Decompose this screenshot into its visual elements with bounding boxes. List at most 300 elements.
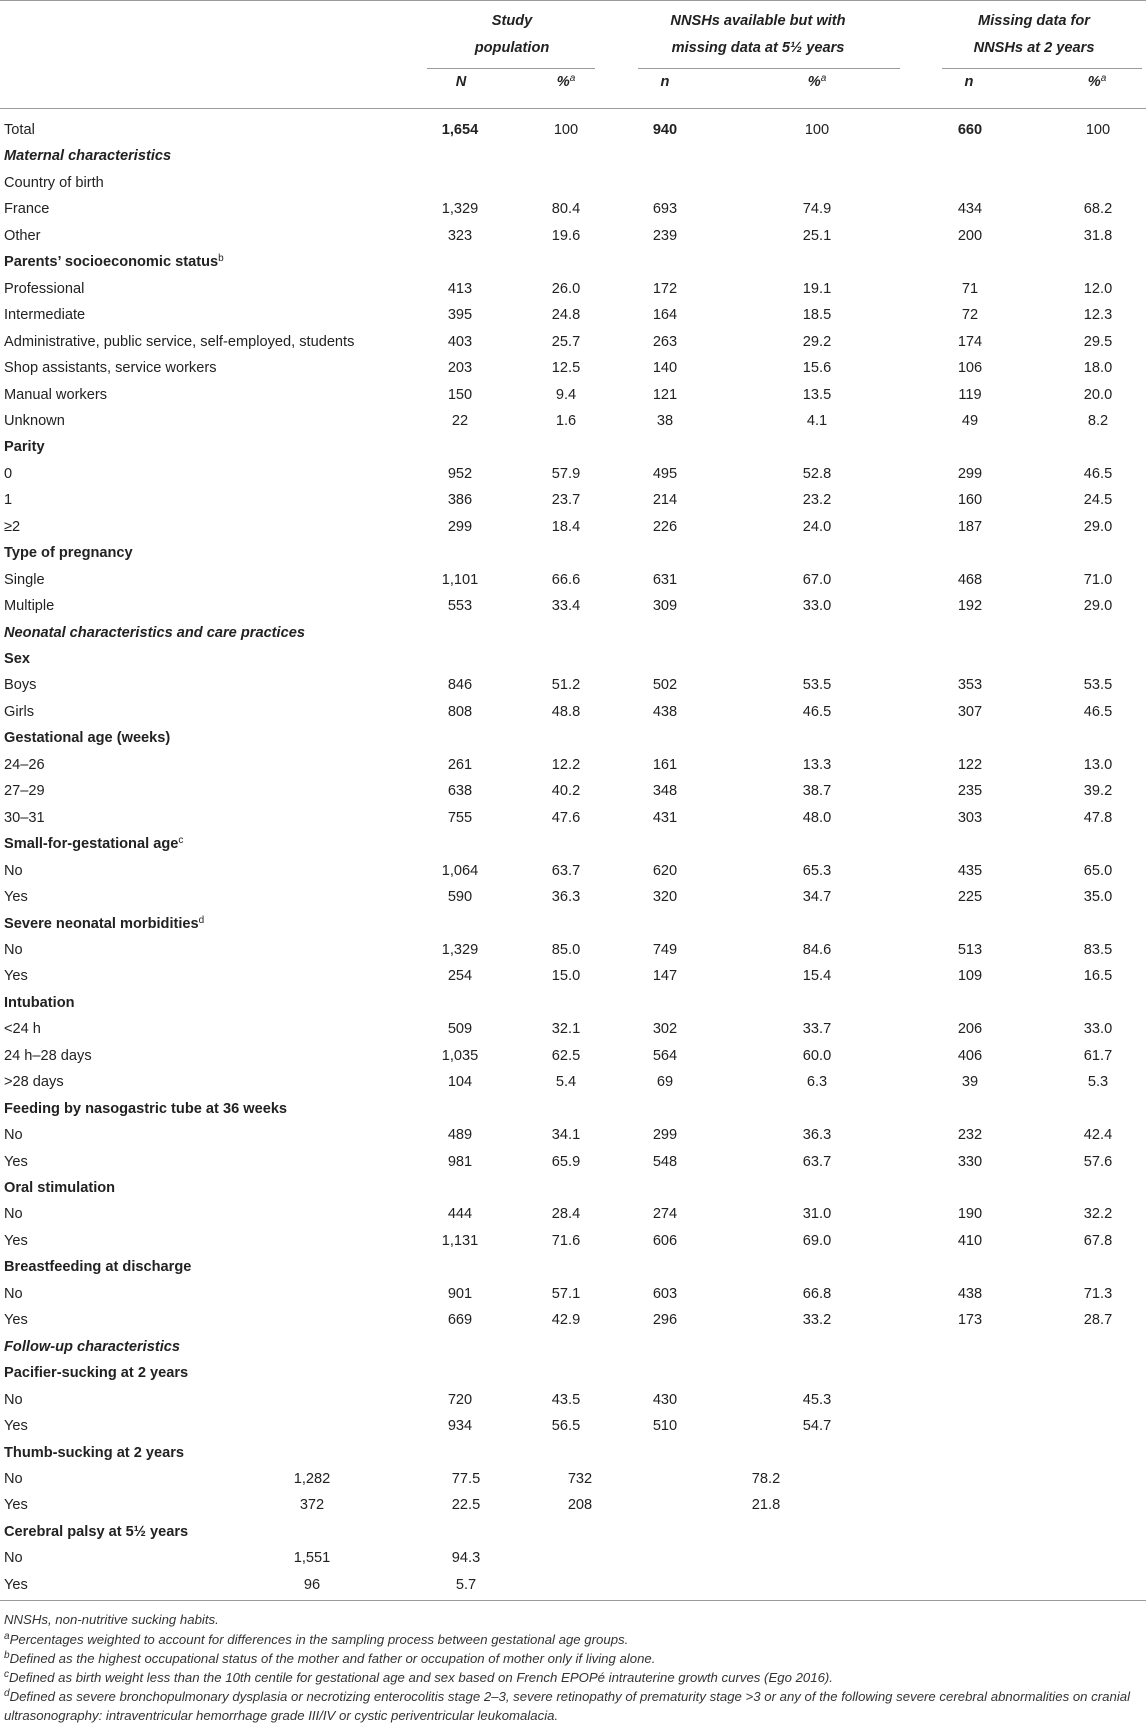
row-label: [4, 226, 41, 246]
table-cell: 29.0: [1083, 598, 1113, 615]
table-cell: 190: [957, 1206, 983, 1223]
row-label-text: France: [4, 201, 50, 218]
footnote-mark: c: [178, 835, 184, 847]
header-line: Missing data for: [978, 13, 1090, 29]
table-cell: 1,282: [293, 1470, 331, 1487]
row-label-text: Yes: [4, 1497, 28, 1514]
table-cell: 51.2: [551, 677, 581, 694]
table-cell: 808: [447, 703, 473, 720]
table-cell: 12.2: [551, 756, 581, 773]
row-label-text: >28 days: [4, 1074, 64, 1091]
table-cell: 1,035: [441, 1047, 479, 1064]
table-cell: 18.4: [551, 518, 581, 535]
table-cell: 74.9: [802, 201, 832, 218]
table-cell: 85.0: [551, 941, 581, 958]
table-cell: 307: [957, 703, 983, 720]
header-line: Study: [491, 13, 533, 29]
table-cell: 254: [447, 968, 473, 985]
variable-heading: [4, 252, 224, 272]
table-cell: 981: [447, 1153, 473, 1170]
table-cell: 71.0: [1083, 571, 1113, 588]
table-cell: 80.4: [551, 201, 581, 218]
table-cell: 69: [656, 1074, 674, 1091]
table-cell: 225: [957, 889, 983, 906]
row-label-text: 24–26: [4, 756, 45, 773]
table-cell: 65.9: [551, 1153, 581, 1170]
table-cell: 45.3: [802, 1391, 832, 1408]
table-cell: 57.9: [551, 465, 581, 482]
table-top-rule: [0, 0, 1146, 1]
table-cell: 13.0: [1083, 756, 1113, 773]
footnote: [4, 1610, 1134, 1629]
table-cell: 72: [961, 307, 979, 324]
table-cell: 846: [447, 677, 473, 694]
header-line: population: [474, 40, 550, 56]
table-cell: 46.5: [802, 703, 832, 720]
table-cell: 510: [652, 1418, 678, 1435]
table-cell: 32.1: [551, 1021, 581, 1038]
table-cell: 603: [652, 1285, 678, 1302]
row-label-text: 0: [4, 465, 13, 482]
section-heading: [4, 1337, 180, 1357]
table-cell: 173: [957, 1312, 983, 1329]
table-cell: 33.7: [802, 1021, 832, 1038]
table-cell: 47.6: [551, 809, 581, 826]
footnote-mark: c: [4, 1669, 9, 1680]
row-label: [4, 781, 45, 801]
row-label-text: No: [4, 1550, 23, 1567]
table-cell: 109: [957, 968, 983, 985]
subheader-n-study: N: [455, 74, 467, 90]
table-cell: 49: [961, 412, 979, 429]
table-cell: 631: [652, 571, 678, 588]
row-label-text: 30–31: [4, 809, 45, 826]
table-cell: 901: [447, 1285, 473, 1302]
table-cell: 34.7: [802, 889, 832, 906]
table-cell: 100: [1085, 122, 1111, 138]
table-cell: 235: [957, 783, 983, 800]
row-label: [4, 1548, 23, 1568]
row-label-text: ≥2: [4, 518, 21, 535]
table-cell: 239: [652, 227, 678, 244]
footnote-text: Defined as birth weight less than the 10th centile for gestational age and sex based on French EPOPé intrauterine growth curves (Ego 2016).: [9, 1670, 833, 1685]
table-cell: 320: [652, 889, 678, 906]
table-cell: 19.1: [802, 280, 832, 297]
table-cell: 84.6: [802, 941, 832, 958]
table-cell: 13.3: [802, 756, 832, 773]
table-cell: 9.4: [555, 386, 577, 403]
table-cell: 1,654: [441, 122, 479, 138]
table-cell: 140: [652, 360, 678, 377]
row-label-text: Follow-up characteristics: [4, 1338, 180, 1355]
table-cell: 12.3: [1083, 307, 1113, 324]
table-cell: 160: [957, 492, 983, 509]
table-cell: 33.4: [551, 598, 581, 615]
table-cell: 435: [957, 862, 983, 879]
table-cell: 23.2: [802, 492, 832, 509]
table-cell: 548: [652, 1153, 678, 1170]
table-cell: 57.1: [551, 1285, 581, 1302]
row-label-text: Intubation: [4, 994, 75, 1011]
subheader-n-missing5: n: [660, 74, 670, 90]
table-cell: 18.0: [1083, 360, 1113, 377]
table-cell: 206: [957, 1021, 983, 1038]
table-cell: 564: [652, 1047, 678, 1064]
variable-heading: [4, 1178, 115, 1198]
table-cell: 53.5: [802, 677, 832, 694]
footnote: [4, 1649, 1134, 1668]
table-cell: 403: [447, 333, 473, 350]
table-cell: 732: [567, 1470, 593, 1487]
footnote-text: Defined as severe bronchopulmonary dysplasia or necrotizing enterocolitis stage 2–3, severe retinopathy of prematurity stage >3 or any of the following severe cerebral abnormalities on cranial ultrasonography: intraventricular hemorrhage grade III/IV or cystic periventricular leukomalacia.: [4, 1689, 1131, 1723]
table-cell: 1,551: [293, 1550, 331, 1567]
footnote: [4, 1668, 1134, 1687]
row-label-text: Yes: [4, 1312, 28, 1329]
table-cell: 5.4: [555, 1074, 577, 1091]
table-cell: 67.8: [1083, 1232, 1113, 1249]
table-cell: 150: [447, 386, 473, 403]
table-cell: 495: [652, 465, 678, 482]
table-cell: 693: [652, 201, 678, 218]
table-cell: 25.1: [802, 227, 832, 244]
table-cell: 94.3: [451, 1550, 481, 1567]
row-label-text: Oral stimulation: [4, 1180, 116, 1196]
table-cell: 33.0: [802, 598, 832, 615]
table-cell: 940: [652, 122, 678, 138]
row-label: [4, 490, 12, 510]
table-cell: 28.4: [551, 1206, 581, 1223]
table-cell: 29.5: [1083, 333, 1113, 350]
table-cell: 5.7: [455, 1576, 477, 1593]
row-label: [4, 173, 104, 193]
header-underline: [638, 68, 900, 69]
table-cell: 174: [957, 333, 983, 350]
row-label-text: No: [4, 1285, 23, 1302]
header-line: NNSHs at 2 years: [973, 40, 1095, 56]
row-label: [4, 1231, 28, 1251]
table-cell: 56.5: [551, 1418, 581, 1435]
footnote-mark: a: [4, 1631, 10, 1642]
variable-heading: [4, 543, 133, 563]
header-line: NNSHs available but with: [670, 13, 846, 29]
table-cell: 161: [652, 756, 678, 773]
table-cell: 1,064: [441, 862, 479, 879]
subheader-pct-study: %$^a$: [556, 73, 576, 90]
row-label-text: Administrative, public service, self-employed, students: [4, 333, 355, 350]
table-cell: 63.7: [802, 1153, 832, 1170]
table-cell: 100: [553, 122, 579, 138]
row-label-text: Professional: [4, 280, 85, 297]
row-label-text: 1: [4, 492, 13, 509]
table-cell: 749: [652, 941, 678, 958]
table-cell: 1,131: [441, 1232, 479, 1249]
table-cell: 106: [957, 360, 983, 377]
row-label-text: Cerebral palsy at 5½ years: [4, 1523, 189, 1540]
row-label-text: Country of birth: [4, 174, 104, 191]
row-label-text: Maternal characteristics: [4, 148, 172, 165]
table-cell: 31.0: [802, 1206, 832, 1223]
table-cell: 406: [957, 1047, 983, 1064]
row-label-text: Total: [4, 122, 35, 138]
row-label: [4, 940, 23, 960]
row-label: [4, 1469, 23, 1489]
row-label: [4, 1390, 23, 1410]
variable-heading: [4, 437, 45, 457]
table-cell: 934: [447, 1418, 473, 1435]
table-cell: 24.5: [1083, 492, 1113, 509]
table-cell: 263: [652, 333, 678, 350]
variable-heading: [4, 649, 30, 669]
row-label-text: Sex: [4, 651, 30, 667]
footnote-text: Percentages weighted to account for differences in the sampling process between gestational age groups.: [9, 1632, 629, 1647]
table-cell: 31.8: [1083, 227, 1113, 244]
table-cell: 39.2: [1083, 783, 1113, 800]
row-label: [4, 1416, 28, 1436]
table-cell: 65.3: [802, 862, 832, 879]
table-cell: 19.6: [551, 227, 581, 244]
table-cell: 29.2: [802, 333, 832, 350]
row-label-text: Yes: [4, 968, 28, 985]
table-cell: 63.7: [551, 862, 581, 879]
table-cell: 65.0: [1083, 862, 1113, 879]
table-cell: 669: [447, 1312, 473, 1329]
row-label-text: Thumb-sucking at 2 years: [4, 1444, 185, 1461]
row-label-text: Yes: [4, 1153, 28, 1170]
table-cell: 638: [447, 783, 473, 800]
row-label: [4, 596, 54, 616]
row-label: [4, 570, 45, 590]
variable-heading: [4, 1099, 287, 1119]
variable-heading: [4, 1363, 188, 1383]
row-label: [4, 120, 35, 140]
table-cell: 468: [957, 571, 983, 588]
table-cell: 330: [957, 1153, 983, 1170]
row-label-text: Multiple: [4, 598, 55, 615]
table-bottom-rule: [0, 1600, 1146, 1601]
row-label: [4, 1575, 28, 1595]
row-label: [4, 199, 49, 219]
row-label-text: No: [4, 941, 23, 958]
table-cell: 6.3: [806, 1074, 828, 1091]
row-label-text: Parents’ socioeconomic status: [4, 254, 219, 271]
row-label: [4, 385, 107, 405]
row-label: [4, 755, 45, 775]
table-cell: 299: [652, 1127, 678, 1144]
table-cell: 24.0: [802, 518, 832, 535]
row-label: [4, 358, 217, 378]
table-cell: 38.7: [802, 783, 832, 800]
table-cell: 226: [652, 518, 678, 535]
row-label-text: Boys: [4, 677, 37, 694]
row-label-text: No: [4, 1470, 23, 1487]
row-label-text: Pacifier-sucking at 2 years: [4, 1365, 189, 1382]
table-cell: 33.0: [1083, 1021, 1113, 1038]
subheader-n-missing2: n: [964, 74, 974, 90]
table-cell: 26.0: [551, 280, 581, 297]
table-cell: 296: [652, 1312, 678, 1329]
row-label: [4, 702, 34, 722]
table-cell: 48.0: [802, 809, 832, 826]
table-cell: 299: [447, 518, 473, 535]
variable-heading: [4, 993, 75, 1013]
variable-heading: [4, 1443, 184, 1463]
row-label: [4, 1046, 92, 1066]
table-cell: 299: [957, 465, 983, 482]
table-cell: 348: [652, 783, 678, 800]
table-cell: 60.0: [802, 1047, 832, 1064]
table-cell: 36.3: [551, 889, 581, 906]
row-label: [4, 279, 84, 299]
table-cell: 232: [957, 1127, 983, 1144]
table-cell: 431: [652, 809, 678, 826]
subheader-pct-missing5: %$^a$: [807, 73, 827, 90]
row-label: [4, 411, 65, 431]
row-label-text: No: [4, 1206, 23, 1223]
row-label-text: Intermediate: [4, 307, 86, 324]
row-label-text: No: [4, 862, 23, 879]
table-cell: 34.1: [551, 1127, 581, 1144]
row-label: [4, 675, 36, 695]
table-cell: 372: [299, 1497, 325, 1514]
table-cell: 302: [652, 1021, 678, 1038]
footnote-mark: b: [4, 1650, 10, 1661]
row-label-text: <24 h: [4, 1021, 41, 1038]
row-label-text: Other: [4, 227, 41, 244]
table-cell: 13.5: [802, 386, 832, 403]
table-cell: 208: [567, 1497, 593, 1514]
row-label-text: Breastfeeding at discharge: [4, 1259, 192, 1276]
table-cell: 28.7: [1083, 1312, 1113, 1329]
row-label-text: Gestational age (weeks): [4, 730, 171, 747]
table-cell: 67.0: [802, 571, 832, 588]
row-label: [4, 517, 20, 537]
table-cell: 606: [652, 1232, 678, 1249]
row-label: [4, 861, 23, 881]
row-label: [4, 1152, 28, 1172]
table-cell: 22.5: [451, 1497, 481, 1514]
table-cell: 39: [961, 1074, 979, 1091]
table-cell: 16.5: [1083, 968, 1113, 985]
table-cell: 720: [447, 1391, 473, 1408]
table-cell: 38: [656, 412, 674, 429]
row-label: [4, 1495, 28, 1515]
table-cell: 755: [447, 809, 473, 826]
table-cell: 15.6: [802, 360, 832, 377]
table-cell: 57.6: [1083, 1153, 1113, 1170]
variable-heading: [4, 1257, 191, 1277]
table-cell: 23.7: [551, 492, 581, 509]
row-label-text: Shop assistants, service workers: [4, 360, 217, 377]
footnote-mark: b: [218, 253, 224, 265]
table-cell: 35.0: [1083, 889, 1113, 906]
table-cell: 121: [652, 386, 678, 403]
table-cell: 200: [957, 227, 983, 244]
table-cell: 172: [652, 280, 678, 297]
table-cell: 214: [652, 492, 678, 509]
row-label: [4, 887, 28, 907]
table-cell: 46.5: [1083, 465, 1113, 482]
table-cell: 438: [652, 703, 678, 720]
row-label-text: 27–29: [4, 783, 45, 800]
table-cell: 509: [447, 1021, 473, 1038]
table-cell: 122: [957, 756, 983, 773]
row-label-text: Girls: [4, 703, 34, 720]
table-cell: 590: [447, 889, 473, 906]
row-label: [4, 1072, 64, 1092]
row-label-text: Single: [4, 571, 45, 588]
table-cell: 1,329: [441, 941, 479, 958]
table-cell: 18.5: [802, 307, 832, 324]
variable-heading: [4, 728, 170, 748]
table-cell: 52.8: [802, 465, 832, 482]
table-cell: 54.7: [802, 1418, 832, 1435]
row-label-text: Unknown: [4, 412, 65, 429]
header-missing-2y: [922, 8, 1146, 62]
footnote-text: Defined as the highest occupational status of the mother and father or occupation of mother only if living alone.: [9, 1651, 656, 1666]
table-cell: 33.2: [802, 1312, 832, 1329]
table-cell: 1,101: [441, 571, 479, 588]
table-cell: 78.2: [751, 1470, 781, 1487]
table-cell: 444: [447, 1206, 473, 1223]
table-cell: 22: [451, 412, 469, 429]
row-label: [4, 1204, 23, 1224]
table-cell: 4.1: [806, 412, 828, 429]
table-cell: 386: [447, 492, 473, 509]
variable-heading: [4, 914, 204, 934]
row-label-text: Yes: [4, 889, 28, 906]
table-cell: 1.6: [555, 412, 577, 429]
table-cell: 69.0: [802, 1232, 832, 1249]
table-cell: 96: [303, 1576, 321, 1593]
footnote-text: NNSHs, non-nutritive sucking habits.: [4, 1612, 219, 1627]
header-bottom-rule: [0, 108, 1146, 109]
table-cell: 68.2: [1083, 201, 1113, 218]
row-label-text: Yes: [4, 1418, 28, 1435]
row-label-text: No: [4, 1127, 23, 1144]
row-label-text: Neonatal characteristics and care practices: [4, 624, 305, 641]
row-label: [4, 1125, 23, 1145]
table-cell: 203: [447, 360, 473, 377]
table-cell: 1,329: [441, 201, 479, 218]
table-cell: 192: [957, 598, 983, 615]
table-cell: 660: [957, 122, 983, 138]
table-cell: 71.6: [551, 1232, 581, 1249]
table-cell: 323: [447, 227, 473, 244]
row-label-text: Feeding by nasogastric tube at 36 weeks: [4, 1100, 288, 1117]
row-label: [4, 1019, 41, 1039]
table-cell: 24.8: [551, 307, 581, 324]
row-label-text: Small-for-gestational age: [4, 836, 179, 853]
table-cell: 25.7: [551, 333, 581, 350]
table-cell: 513: [957, 941, 983, 958]
row-label-text: Parity: [4, 439, 45, 456]
table-cell: 29.0: [1083, 518, 1113, 535]
row-label-text: No: [4, 1391, 23, 1408]
table-cell: 438: [957, 1285, 983, 1302]
table-cell: 47.8: [1083, 809, 1113, 826]
table-cell: 274: [652, 1206, 678, 1223]
table-cell: 303: [957, 809, 983, 826]
variable-heading: [4, 834, 183, 854]
row-label-text: Yes: [4, 1232, 28, 1249]
table-cell: 413: [447, 280, 473, 297]
row-label: [4, 1310, 28, 1330]
table-cell: 53.5: [1083, 677, 1113, 694]
table-cell: 48.8: [551, 703, 581, 720]
table-cell: 620: [652, 862, 678, 879]
header-underline: [942, 68, 1142, 69]
table-cell: 164: [652, 307, 678, 324]
